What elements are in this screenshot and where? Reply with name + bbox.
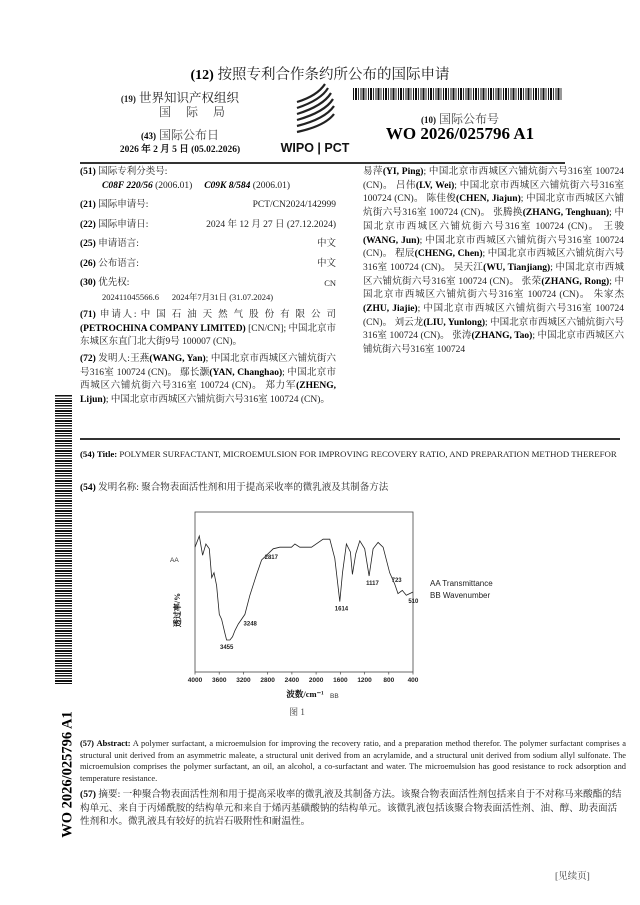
field-label: 申请语言: bbox=[98, 239, 139, 249]
inventor-name-cn: 朱家杰 bbox=[593, 290, 624, 301]
inventor-name-cn: 鄢长灏 bbox=[180, 367, 210, 378]
pubno-code: (10) bbox=[420, 115, 436, 125]
figure-caption: 图 1 bbox=[289, 707, 305, 717]
title-text: 聚合物表面活性剂和用于提高采收率的微乳液及其制备方法 bbox=[138, 483, 389, 493]
field-value: 中文 bbox=[316, 259, 336, 269]
inventor-name-en: (CHEN, Jiajun) bbox=[456, 194, 521, 205]
inventor-name-cn: 张荣 bbox=[521, 276, 542, 287]
inventor-address: ; 中国北京市西城区六铺炕街六号316室 100724 (CN)。 bbox=[363, 235, 625, 260]
inventor-address: ; 中国北京市西城区六铺炕街六号316室 100724 (CN)。 bbox=[363, 167, 624, 191]
inventor-name-en: (ZHU, Jiajie) bbox=[363, 304, 418, 315]
field-label: 发明名称: bbox=[98, 483, 139, 493]
field-filing-language bbox=[80, 238, 336, 252]
field-label: 国际申请号: bbox=[98, 200, 149, 210]
inventor-address: ; 中国北京市西城区六铺炕街六号316室 100724 (CN)。 bbox=[105, 394, 330, 405]
field-value: 2024 年 12 月 27 日 (27.12.2024) bbox=[206, 220, 336, 230]
barcode bbox=[353, 88, 563, 100]
pubdate-code: (43) bbox=[140, 131, 156, 141]
inventor-name-en: (ZHANG, Tenghuan) bbox=[522, 208, 610, 219]
x-tick-label: 1200 bbox=[357, 677, 372, 684]
priority-number: 202411045566.6 bbox=[102, 291, 160, 302]
field-label: 申请人: bbox=[100, 310, 137, 320]
peak-label: 510 bbox=[408, 599, 419, 606]
ipc-class-2: C09K 8/584 bbox=[204, 180, 251, 191]
inventor-name-en: (LIU, Yunlong) bbox=[423, 317, 485, 328]
applicant-name-cn: 中 国 石 油 天 然 气 股 份 有 限 公 司 bbox=[140, 310, 337, 320]
bureau: 国 际 局 bbox=[158, 105, 231, 119]
field-label: 优先权: bbox=[98, 278, 130, 288]
field-code: (54) bbox=[80, 483, 96, 493]
inventor-name-cn: 陈佳俊 bbox=[426, 194, 457, 205]
inventor-name-cn: 吴天江 bbox=[453, 262, 484, 273]
inventor-name-en: (WANG, Jun) bbox=[363, 235, 420, 246]
inventor-name-cn: 程辰 bbox=[395, 249, 415, 260]
spectrum-line bbox=[195, 536, 413, 640]
publication-number: WO 2026/025796 A1 bbox=[385, 124, 535, 143]
field-code: (30) bbox=[80, 278, 96, 288]
wipo-logo-text: WIPO | PCT bbox=[280, 141, 350, 155]
continued-on-next-page: [见续页] bbox=[555, 872, 590, 882]
inventor-address: ; 中国北京市西城区六铺炕街六号316室 100724 (CN)。 bbox=[363, 304, 625, 328]
publication-date: 2026 年 2 月 5 日 (05.02.2026) bbox=[119, 145, 241, 155]
inventor-name-cn: 郑力军 bbox=[265, 381, 297, 392]
field-inventors bbox=[80, 353, 336, 407]
inventor-name-cn: 易萍 bbox=[363, 167, 383, 177]
pubno-label-text: 国际公布号 bbox=[438, 112, 499, 126]
kind-text: 按照专利合作条约所公布的国际申请 bbox=[217, 67, 450, 83]
title-en bbox=[80, 448, 620, 460]
abstract-en bbox=[80, 738, 626, 784]
inventor-address: ; 中国北京市西城区六铺炕街六号316室 100724 (CN)。 bbox=[363, 276, 624, 301]
inventor-address: ; 中国北京市西城区六铺炕街六号316室 100724 (CN)。 bbox=[363, 249, 624, 273]
inventor-name-en: (YAN, Changhao) bbox=[209, 367, 283, 378]
x-tick-label: 2800 bbox=[260, 677, 275, 684]
field-label: Abstract: bbox=[96, 739, 131, 748]
y-axis-tag: AA bbox=[170, 557, 179, 564]
x-tick-label: 2400 bbox=[284, 677, 300, 684]
inventor-address: ; 中国北京市西城区六铺炕街六号316室 100724 (CN)。 bbox=[80, 354, 337, 378]
field-code: (71) bbox=[80, 310, 96, 320]
peak-label: 1117 bbox=[366, 581, 379, 587]
field-label: 公布语言: bbox=[98, 259, 139, 269]
applicant-address: [CN/CN]; 中国北京市东城区东直门北大街9号 100007 (CN)。 bbox=[80, 323, 336, 348]
inventor-name-en: (ZHENG, Lijun) bbox=[80, 381, 336, 405]
field-code: (72) bbox=[80, 354, 96, 364]
inventor-address: ; 中国北京市西城区六铺炕街六号316室 100724 (CN)。 bbox=[363, 208, 624, 232]
side-publication-number: WO 2026/025796 A1 bbox=[59, 711, 76, 838]
inventor-name-cn: 吕伟 bbox=[395, 180, 416, 191]
legend-item: BB Wavenumber bbox=[430, 591, 491, 600]
side-barcode bbox=[55, 394, 72, 684]
peak-label: 3455 bbox=[220, 645, 234, 651]
inventor-address: ; 中国北京市西城区六铺炕街六号316室 100724 (CN)。 bbox=[363, 180, 624, 205]
inventor-name-en: (WU, Tianjiang) bbox=[483, 262, 551, 273]
inventor-name-cn: 王骏 bbox=[603, 221, 624, 232]
field-code: (57) bbox=[80, 789, 96, 800]
inventor-address: ; 中国北京市西城区六铺炕街六号316室 100724 (CN)。 bbox=[363, 194, 624, 219]
y-axis-label: 透过率/% bbox=[173, 592, 182, 628]
field-ipc bbox=[80, 166, 336, 193]
field-code: (22) bbox=[80, 220, 96, 230]
field-label: 国际专利分类号: bbox=[98, 167, 168, 177]
x-axis-tag: BB bbox=[330, 693, 339, 700]
x-tick-label: 3200 bbox=[236, 677, 251, 684]
field-code: (21) bbox=[80, 200, 96, 210]
peak-label: 1614 bbox=[334, 606, 349, 613]
field-code: (54) bbox=[80, 449, 95, 459]
x-tick-label: 400 bbox=[407, 677, 419, 684]
priority-date: 2024年7月31日 (31.07.2024) bbox=[171, 291, 274, 302]
x-axis-label: 波数/cm⁻¹ bbox=[286, 689, 324, 699]
x-tick-label: 800 bbox=[383, 677, 395, 684]
field-label: 摘要: bbox=[98, 789, 121, 800]
inventor-address: ; 中国北京市西城区六铺炕街六号316室 100724 (CN)。 bbox=[363, 317, 624, 342]
inventor-name-cn: 张腾换 bbox=[493, 208, 523, 219]
abstract-text: 一种聚合物表面活性剂和用于提高采收率的微乳液及其制备方法。该聚合物表面活性剂包括来自于不对称马来酸酯的结构单元、来自于丙烯酰胺的结构单元和来自于烯丙基磺酸钠的结构单元。该微乳液包括该聚合物表面活性剂、油、醇、助表面活性剂和水。微乳液具有较好的抗岩石吸附性和耐温性。 bbox=[80, 789, 622, 828]
field-application-date bbox=[80, 219, 336, 233]
field-code: (26) bbox=[80, 259, 96, 269]
field-label: 发明人: bbox=[98, 354, 130, 364]
field-priority bbox=[80, 277, 336, 304]
field-code: (57) bbox=[80, 739, 94, 748]
title-cn bbox=[80, 479, 620, 493]
ipc-version-2: (2006.01) bbox=[250, 180, 290, 191]
inventor-name-en: (LV, Wei) bbox=[415, 180, 455, 191]
divider bbox=[80, 438, 620, 440]
org-code: (19) bbox=[120, 94, 136, 104]
title-text: POLYMER SURFACTANT, MICROEMULSION FOR IMPROVING RECOVERY RATIO, AND PREPARATION METHOD THEREFOR bbox=[117, 449, 617, 459]
peak-label: 3248 bbox=[243, 621, 257, 628]
inventor-name-cn: 刘云龙 bbox=[394, 317, 424, 328]
inventor-address: ; 中国北京市西城区六铺炕街六号316室 100724 bbox=[363, 331, 624, 356]
field-publication-language bbox=[80, 258, 336, 272]
field-label: 国际申请日: bbox=[98, 220, 149, 230]
inventor-name-en: (CHENG, Chen) bbox=[414, 249, 483, 260]
applicant-name-en: (PETROCHINA COMPANY LIMITED) bbox=[80, 323, 246, 334]
field-application-number bbox=[80, 199, 336, 213]
legend-item: AA Transmittance bbox=[430, 579, 493, 588]
field-value: PCT/CN2024/142999 bbox=[252, 200, 336, 210]
abstract-text: A polymer surfactant, a microemulsion for improving the recovery ratio, and a preparation method therefor. The polymer surfactant comprises a structural unit derived from an asymmetric maleate, a structural unit derived from an acrylamide, and a structural unit derived from sodium allyl sulfonate. The microemulsion comprises the polymer surfactant, an oil, an alcohol, a co-surfactant and water. The microemulsion has good resistance to rock adsorption and temperature resistance. bbox=[80, 739, 626, 783]
field-applicant bbox=[80, 309, 336, 350]
inventor-name-en: (ZHANG, Tao) bbox=[471, 331, 533, 342]
x-tick-label: 2000 bbox=[308, 677, 324, 684]
inventor-address: ; 中国北京市西城区六铺炕街六号316室 100724 (CN)。 bbox=[80, 367, 336, 392]
peak-label: 2817 bbox=[264, 555, 278, 562]
ir-spectrum-figure bbox=[160, 505, 520, 720]
inventor-name-en: (WANG, Yan) bbox=[149, 354, 206, 364]
ipc-class-1: C08F 220/56 bbox=[102, 180, 153, 191]
wipo-logo bbox=[265, 78, 365, 156]
field-code: (25) bbox=[80, 239, 96, 249]
inventor-name-cn: 王燕 bbox=[129, 354, 150, 364]
peak-label: 723 bbox=[391, 578, 402, 584]
pubdate-label-text: 国际公布日 bbox=[158, 128, 219, 142]
org-name: 世界知识产权组织 bbox=[139, 91, 240, 105]
x-tick-label: 3600 bbox=[211, 677, 227, 684]
field-label: Title: bbox=[96, 449, 118, 459]
kind-code: (12) bbox=[190, 68, 214, 83]
ipc-version-1: (2006.01) bbox=[152, 180, 193, 191]
inventor-name-cn: 张涛 bbox=[452, 331, 472, 342]
inventor-address: ; 中国北京市西城区六铺炕街六号316室 100724 (CN)。 bbox=[363, 262, 624, 287]
x-tick-label: 4000 bbox=[187, 677, 203, 684]
field-value: 中文 bbox=[316, 239, 336, 249]
inventor-name-en: (ZHANG, Rong) bbox=[541, 276, 610, 287]
inventor-list-continued bbox=[363, 166, 624, 358]
field-code: (51) bbox=[80, 167, 96, 177]
priority-country: CN bbox=[324, 278, 336, 288]
abstract-cn bbox=[80, 788, 626, 829]
divider bbox=[80, 162, 565, 164]
x-tick-label: 1600 bbox=[333, 677, 348, 684]
inventor-name-en: (YI, Ping) bbox=[382, 167, 424, 177]
